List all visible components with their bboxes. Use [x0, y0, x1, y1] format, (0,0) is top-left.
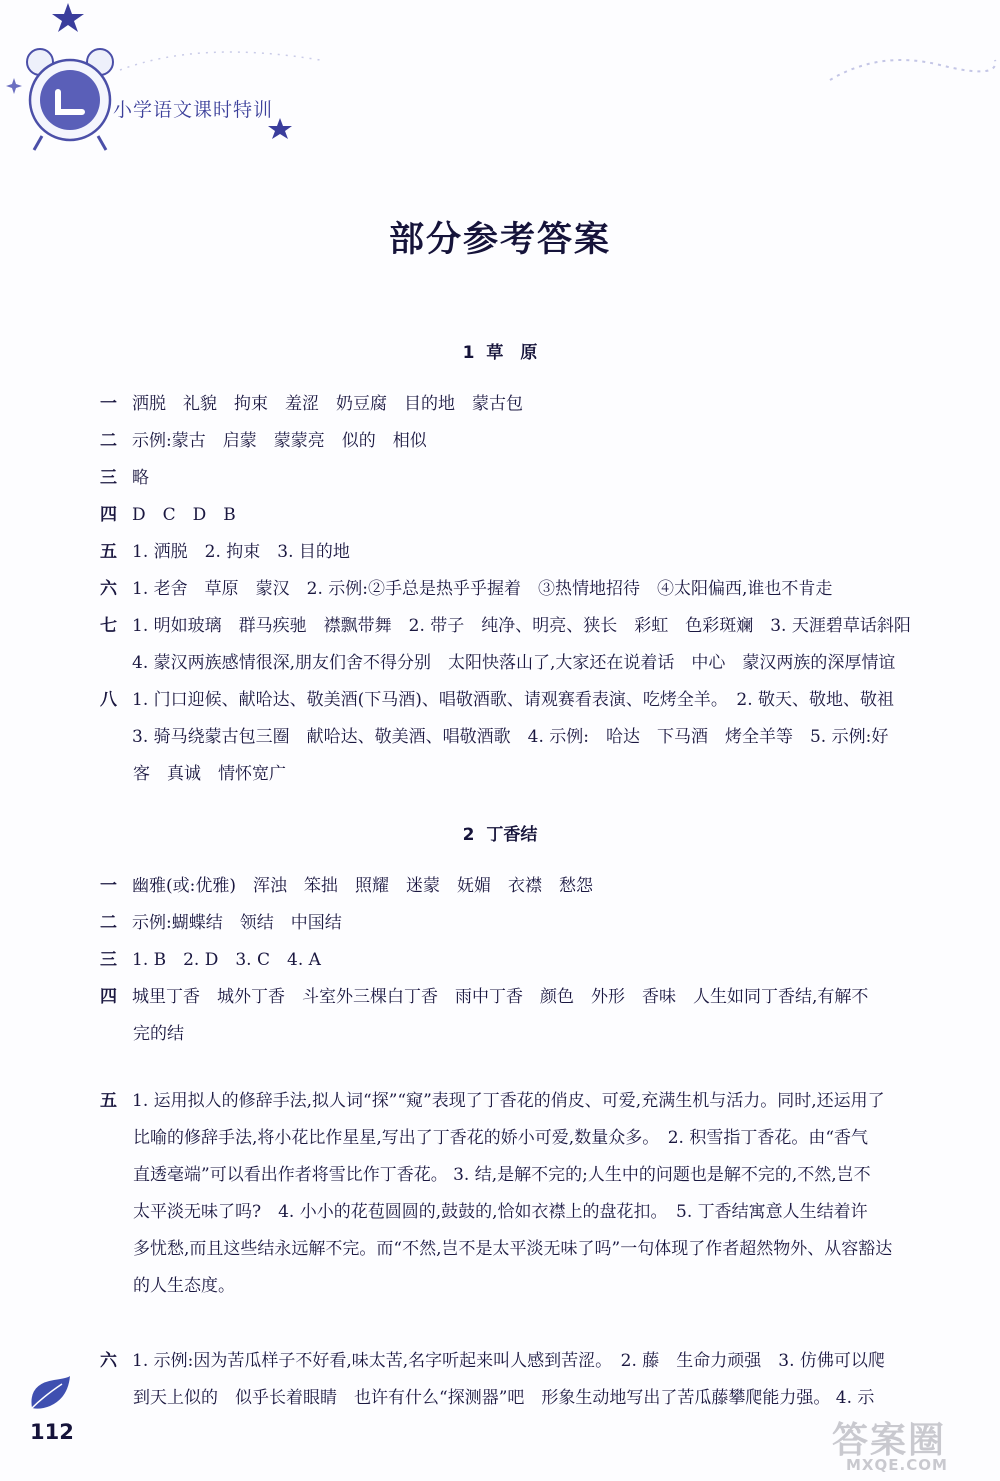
answer-text: 幽雅(或:优雅) 浑浊 笨拙 照耀 迷蒙 妩媚 衣襟 愁怨: [132, 876, 593, 896]
answer-continuation: 的人生态度。: [133, 1276, 235, 1296]
watermark: [828, 1412, 996, 1478]
question-label: 三: [100, 950, 117, 970]
answer-continuation: 3. 骑马绕蒙古包三圈 献哈达、敬美酒、唱敬酒歌 4. 示例: 哈达 下马酒 烤全羊等 5. 示例:好: [132, 727, 889, 747]
answer-text: 略: [132, 468, 149, 488]
answer-row: [100, 868, 935, 905]
answer-text: 示例:蒙古 启蒙 蒙蒙亮 似的 相似: [132, 431, 427, 451]
header-decoration: [0, 0, 360, 170]
decorative-dots: [120, 52, 320, 70]
answer-row: [100, 608, 935, 645]
answer-row: [100, 534, 935, 571]
question-label: 一: [100, 394, 117, 414]
question-label: 五: [100, 1091, 117, 1111]
question-label: 六: [100, 1351, 117, 1371]
section-heading-2: [0, 820, 1000, 845]
answer-text: 1. 运用拟人的修辞手法,拟人词“探”“窥”表现了丁香花的俏皮、可爱,充满生机与活力。同时,还运用了: [132, 1091, 885, 1111]
answer-text: D C D B: [132, 505, 236, 525]
answer-row: [100, 497, 935, 534]
page-title: 部分参考答案: [388, 220, 611, 260]
answer-row: [100, 979, 935, 1016]
answer-continuation: 多忧愁,而且这些结永远解不完。而“不然,岂不是太平淡无味了吗”一句体现了作者超然物外、从容豁达: [133, 1239, 893, 1259]
section-title: 草 原: [486, 343, 538, 363]
answer-text: 1. 门口迎候、献哈达、敬美酒(下马酒)、唱敬酒歌、请观赛看表演、吃烤全羊。 2. 敬天、敬地、敬祖: [132, 690, 895, 710]
header-swirl-decoration: [820, 40, 1000, 100]
answer-continuation: 太平淡无味了吗? 4. 小小的花苞圆圆的,鼓鼓的,恰如衣襟上的盘花扣。 5. 丁香结寓意人生结着许: [133, 1202, 868, 1222]
answer-text: 1. 老舍 草原 蒙汉 2. 示例:②手总是热乎乎握着 ③热情地招待 ④太阳偏西,谁也不肯走: [132, 579, 833, 599]
answer-continuation: 到天上似的 似乎长着眼睛 也许有什么“探测器”吧 形象生动地写出了苦瓜藤攀爬能力强。 4. 示: [133, 1388, 875, 1408]
star-icon: [52, 3, 84, 32]
watermark-sub-text: MXQE.COM: [846, 1456, 948, 1474]
answer-row: [100, 571, 935, 608]
answer-row: [100, 423, 935, 460]
question-label: 一: [100, 876, 117, 896]
answer-row: [100, 460, 935, 497]
question-label: 二: [100, 431, 117, 451]
answer-row: [100, 942, 935, 979]
question-label: 六: [100, 579, 117, 599]
answer-row: [100, 1083, 935, 1120]
question-label: 二: [100, 913, 117, 933]
answer-text: 1. B 2. D 3. C 4. A: [132, 950, 321, 970]
page-number: 112: [30, 1420, 74, 1444]
answer-row: [100, 905, 935, 942]
answer-text: 1. 明如玻璃 群马疾驰 襟飘带舞 2. 带子 纯净、明亮、狭长 彩虹 色彩斑斓 3. 天涯碧草话斜阳: [132, 616, 911, 636]
question-label: 三: [100, 468, 117, 488]
question-label: 四: [100, 987, 117, 1007]
question-label: 四: [100, 505, 117, 525]
section-title: 丁香结: [486, 825, 538, 845]
alarm-clock-icon: [27, 49, 113, 150]
section-number: 1: [462, 343, 475, 363]
question-label: 五: [100, 542, 117, 562]
answer-continuation: 客 真诚 情怀宽广: [133, 764, 286, 784]
answer-text: 示例:蝴蝶结 领结 中国结: [132, 913, 342, 933]
leaf-icon: [24, 1374, 74, 1414]
section-heading-1: [0, 338, 1000, 363]
question-label: 八: [100, 690, 117, 710]
series-title: 小学语文课时特训: [113, 99, 274, 121]
question-label: 七: [100, 616, 117, 636]
sparkle-icon: [6, 78, 22, 94]
answer-row: [100, 386, 935, 423]
answer-continuation: 完的结: [133, 1024, 184, 1044]
answer-text: 1. 示例:因为苦瓜样子不好看,味太苦,名字听起来叫人感到苦涩。 2. 藤 生命力顽强 3. 仿佛可以爬: [132, 1351, 885, 1371]
section-number: 2: [462, 825, 475, 845]
answer-continuation: 4. 蒙汉两族感情很深,朋友们舍不得分别 太阳快落山了,大家还在说着话 中心 蒙汉两族的深厚情谊: [132, 653, 896, 673]
answer-continuation: 直透毫端”可以看出作者将雪比作丁香花。 3. 结,是解不完的;人生中的问题也是解不完的,不然,岂不: [133, 1165, 871, 1185]
watermark-main-text: 答案圈: [832, 1420, 947, 1461]
answer-continuation: 比喻的修辞手法,将小花比作星星,写出了丁香花的娇小可爱,数量众多。 2. 积雪指丁香花。由“香气: [133, 1128, 869, 1148]
answer-text: 洒脱 礼貌 拘束 羞涩 奶豆腐 目的地 蒙古包: [132, 394, 523, 414]
answer-row: [100, 1343, 935, 1380]
answer-row: [100, 682, 935, 719]
answer-text: 城里丁香 城外丁香 斗室外三棵白丁香 雨中丁香 颜色 外形 香味 人生如同丁香结,有解不: [132, 987, 869, 1007]
answer-text: 1. 洒脱 2. 拘束 3. 目的地: [132, 542, 350, 562]
